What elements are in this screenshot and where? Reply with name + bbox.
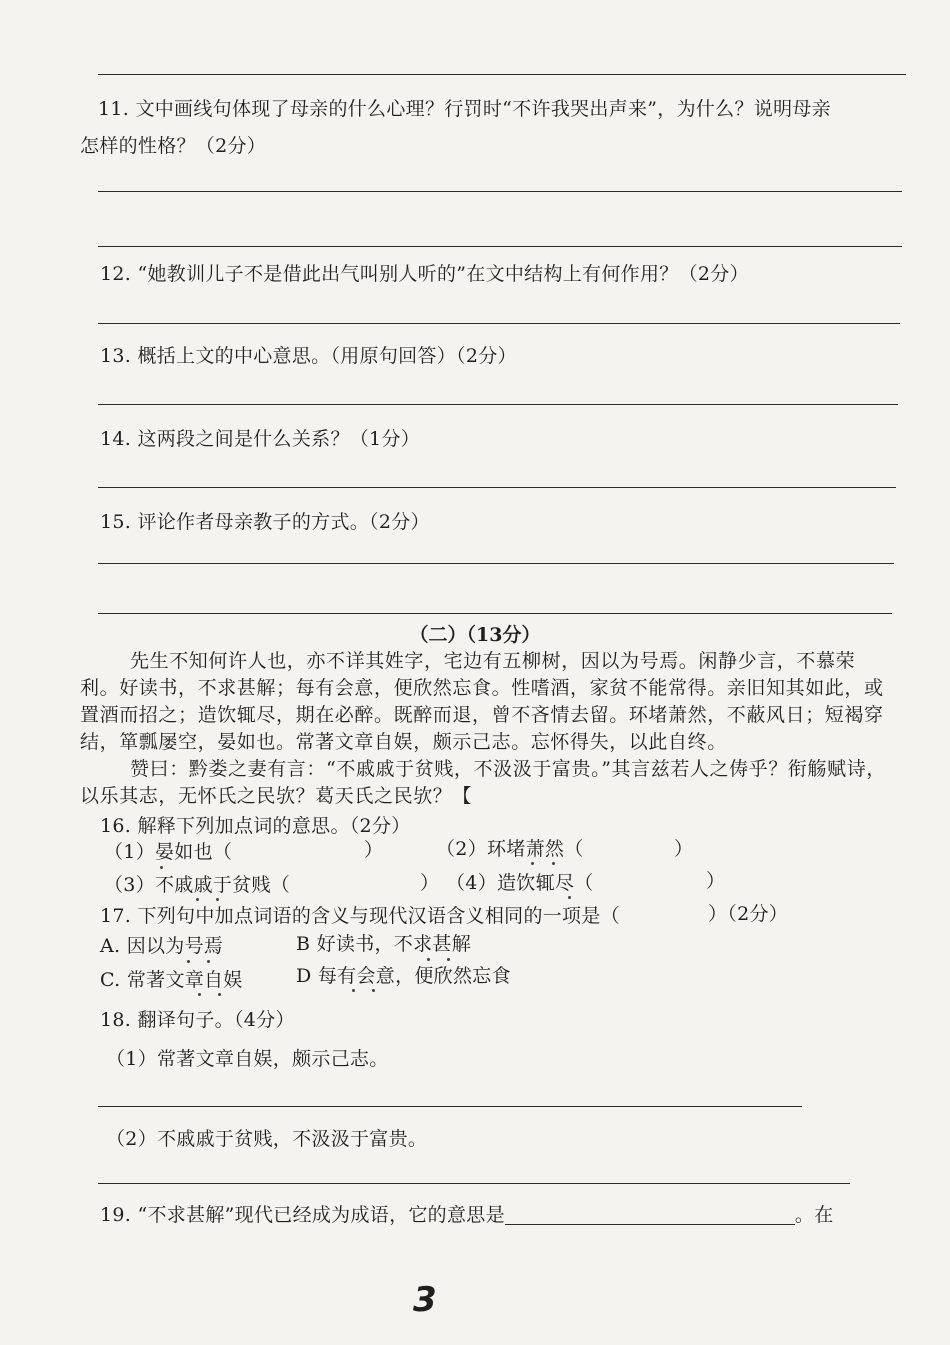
question-16-item-1: （1）晏如也（ xyxy=(104,841,233,863)
answer-blank[interactable] xyxy=(505,1204,795,1225)
question-16-item-2: （2）环堵萧然（ xyxy=(436,838,584,860)
question-17-option-c: C. 常著文章自娱 xyxy=(100,969,243,991)
answer-line xyxy=(98,1183,850,1184)
answer-line xyxy=(98,404,898,405)
emphasis-dot xyxy=(352,989,355,992)
question-13: 13. 概括上文的中心意思。（用原句回答）（2分） xyxy=(100,345,517,367)
question-16-item-1-close: ） xyxy=(364,839,384,861)
question-16-item-2-close: ） xyxy=(674,838,694,860)
answer-line xyxy=(98,487,896,488)
question-16-item-4: （4）造饮辄尽（ xyxy=(446,872,594,894)
emphasis-dot xyxy=(160,866,163,869)
question-16-item-3: （3）不戚戚于贫贱（ xyxy=(104,874,291,896)
question-17-option-a: A. 因以为号焉 xyxy=(100,935,224,957)
emphasis-dot xyxy=(531,862,534,865)
question-19 xyxy=(100,1201,834,1229)
page-number: 3 xyxy=(413,1280,437,1320)
question-16-stem: 16. 解释下列加点词的意思。（2分） xyxy=(100,815,411,837)
question-19-tail: 。在 xyxy=(794,1204,834,1226)
answer-line xyxy=(98,563,894,564)
question-17-option-b: B 好读书，不求甚解 xyxy=(296,933,472,955)
emphasis-dot xyxy=(218,993,221,996)
emphasis-dot xyxy=(216,898,219,901)
question-17-option-d: D 每有会意，便欣然忘食 xyxy=(296,965,511,987)
answer-line xyxy=(98,1106,802,1107)
section-title: （二）（13分） xyxy=(409,624,541,646)
question-11-line2: 怎样的性格？（2分） xyxy=(80,135,267,157)
question-11-line1: 11. 文中画线句体现了母亲的什么心理？行罚时“不许我哭出声来”，为什么？说明母亲 xyxy=(98,98,831,120)
question-18-item-1: （1）常著文章自娱，颇示己志。 xyxy=(106,1048,389,1070)
question-19-text: 19. “不求甚解”现代已经成为成语，它的意思是 xyxy=(100,1204,505,1226)
answer-line xyxy=(98,246,902,247)
passage-paragraph-1: 先生不知何许人也，亦不详其姓字，宅边有五柳树，因以为号焉。闲静少言，不慕荣利。好读书，不求甚解；每有会意，便欣然忘食。性嗜酒，家贫不能常得。亲旧知其如此，或置酒而招之；造饮辄尽，期在必醉。既醉而退，曾不吝情去留。环堵萧然，不蔽风日；短褐穿结，箪瓢屡空，晏如也。常著文章自娱，颇示己志。忘怀得失，以此自终。 xyxy=(80,650,884,753)
emphasis-dot xyxy=(372,989,375,992)
emphasis-dot xyxy=(198,993,201,996)
question-14: 14. 这两段之间是什么关系？（1分） xyxy=(100,428,421,450)
emphasis-dot xyxy=(427,958,430,961)
question-12: 12. “她教训儿子不是借此出气叫别人听的”在文中结构上有何作用？（2分） xyxy=(100,263,749,285)
question-18-item-2: （2）不戚戚于贫贱，不汲汲于富贵。 xyxy=(106,1128,428,1150)
answer-line xyxy=(98,74,906,75)
emphasis-dot xyxy=(207,960,210,963)
emphasis-dot xyxy=(552,862,555,865)
emphasis-dot xyxy=(196,898,199,901)
question-15: 15. 评论作者母亲教子的方式。（2分） xyxy=(100,511,430,533)
question-17-stem-end: ）（2分） xyxy=(708,903,789,925)
question-16-item-4-close: ） xyxy=(706,870,726,892)
emphasis-dot xyxy=(568,896,571,899)
question-17-stem: 17. 下列句中加点词语的含义与现代汉语含义相同的一项是（ xyxy=(100,905,620,927)
question-18-stem: 18. 翻译句子。（4分） xyxy=(100,1009,295,1031)
emphasis-dot xyxy=(187,960,190,963)
answer-line xyxy=(98,613,892,614)
passage-paragraph-2: 赞曰：黔娄之妻有言：“不戚戚于贫贱，不汲汲于富贵。”其言兹若人之俦乎？衔觞赋诗，以乐其志，无怀氏之民欤？葛天氏之民欤？【 xyxy=(80,758,886,807)
question-16-item-3-close: ） xyxy=(420,872,440,894)
answer-line xyxy=(98,191,902,192)
answer-line xyxy=(98,323,900,324)
emphasis-dot xyxy=(447,958,450,961)
